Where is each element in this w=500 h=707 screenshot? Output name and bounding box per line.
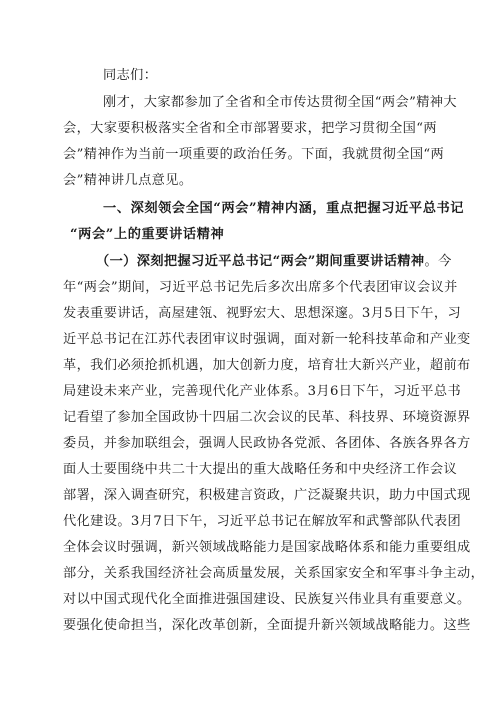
body-line-6: 记看望了参加全国政协十四届二次会议的民革、科技界、环境资源界 (63, 410, 471, 425)
body-line-5: 局建设未来产业，完善现代化产业体系。3月6日下午，习近平总书 (63, 384, 462, 399)
body-line-11: 全体会议时强调，新兴领域战略能力是国家战略体系和能力重要组成 (63, 540, 471, 555)
body-line-4: 革，我们必须抢抓机遇，加大创新力度，培育壮大新兴产业，超前布 (63, 358, 471, 373)
section-heading-line-2: “两会”上的重要讲话精神 (70, 227, 225, 242)
body-line-7: 委员，并参加联组会，强调人民政协各党派、各团体、各族各界各方 (63, 436, 471, 451)
body-line-1: 年“两会”期间，习近平总书记先后多次出席多个代表团审议会议并 (63, 280, 458, 295)
body-line-3: 近平总书记在江苏代表团审议时强调，面对新一轮科技革命和产业变 (63, 332, 471, 347)
section-heading-line-1: 一、深刻领会全国“两会”精神内涵，重点把握习近平总书记 (103, 201, 465, 216)
body-line-8: 面人士要围绕中共二十大提出的重大战略任务和中央经济工作会议 (63, 462, 458, 477)
intro-line-2: 会，大家要积极落实全省和全市部署要求，把学习贯彻全国“两 (63, 121, 438, 136)
body-line-12: 部分，关系我国经济社会高质量发展，关系国家安全和军事斗争主动， (63, 566, 485, 581)
subsection-heading: （一）深刻把握习近平总书记“两会”期间重要讲话精神 (96, 254, 425, 269)
body-line-9: 部署，深入调查研究，积极建言资政，广泛凝聚共识，助力中国式现 (63, 488, 471, 503)
body-line-14: 要强化使命担当，深化改革创新，全面提升新兴领域战略能力。这些 (63, 618, 471, 633)
salutation: 同志们： (103, 68, 158, 83)
subsection-heading-tail: 。今 (424, 254, 452, 269)
body-line-13: 对以中国式现代化全面推进强国建设、民族复兴伟业具有重要意义。 (63, 592, 471, 607)
body-line-2: 发表重要讲话，高屋建瓴、视野宏大、思想深邃。3月5日下午，习 (63, 306, 462, 321)
intro-line-1: 刚才，大家都参加了全省和全市传达贯彻全国“两会”精神大 (103, 95, 457, 110)
intro-line-3: 会”精神作为当前一项重要的政治任务。下面，我就贯彻全国“两 (63, 147, 445, 162)
intro-line-4: 会”精神讲几点意见。 (63, 173, 193, 188)
subsection-heading-line (96, 253, 476, 271)
body-line-10: 代化建设。3月7日下午，习近平总书记在解放军和武警部队代表团 (63, 514, 462, 529)
